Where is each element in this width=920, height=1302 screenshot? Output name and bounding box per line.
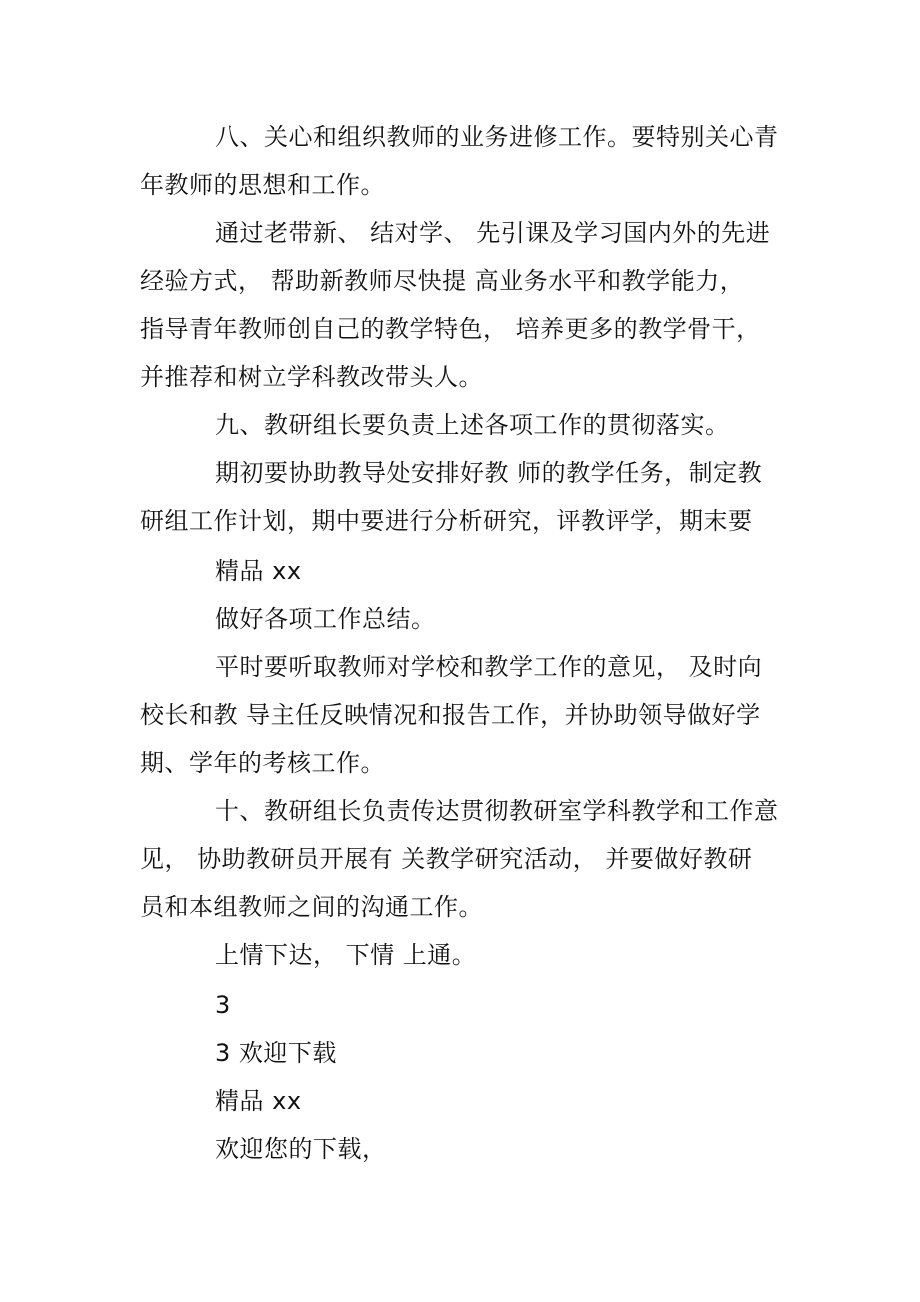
watermark-text-2: 精品 xx [215, 1087, 302, 1115]
watermark-text-1: 精品 xx [215, 557, 302, 585]
feedback-line-1: 平时要听取教师对学校和教学工作的意见， 及时向 [215, 653, 763, 681]
paragraph-8-line-1: 八、关心和组织教师的业务进修工作。要特别关心青 [215, 123, 779, 151]
welcome-download-text: 欢迎您的下载， [215, 1135, 387, 1163]
mentoring-line-2: 经验方式， 帮助新教师尽快提 高业务水平和教学能力， [140, 267, 745, 295]
communication-line: 上情下达， 下情 上通。 [215, 941, 477, 969]
paragraph-9-line-1: 九、教研组长要负责上述各项工作的贯彻落实。 [215, 411, 730, 439]
mentoring-line-4: 并推荐和树立学科教改带头人。 [140, 363, 483, 391]
summary-line: 做好各项工作总结。 [215, 605, 436, 633]
paragraph-10-line-3: 员和本组教师之间的沟通工作。 [140, 893, 483, 921]
paragraph-10-line-2: 见， 协助教研员开展有 关教学研究活动， 并要做好教研 [140, 845, 753, 873]
term-plan-line-1: 期初要协助教导处安排好教 师的教学任务，制定教 [215, 459, 763, 487]
term-plan-line-2: 研组工作计划，期中要进行分析研究，评教评学，期末要 [140, 507, 753, 535]
feedback-line-2: 校长和教 导主任反映情况和报告工作，并协助领导做好学 [140, 701, 761, 729]
mentoring-line-1: 通过老带新、 结对学、 先引课及学习国内外的先进 [215, 219, 771, 247]
page-number: 3 [215, 991, 231, 1019]
feedback-line-3: 期、学年的考核工作。 [140, 749, 385, 777]
paragraph-8-line-2: 年教师的思想和工作。 [140, 171, 385, 199]
paragraph-10-line-1: 十、教研组长负责传达贯彻教研室学科教学和工作意 [215, 797, 779, 825]
download-footer: 3 欢迎下载 [215, 1039, 337, 1067]
mentoring-line-3: 指导青年教师创自己的教学特色， 培养更多的教学骨干， [140, 315, 761, 343]
